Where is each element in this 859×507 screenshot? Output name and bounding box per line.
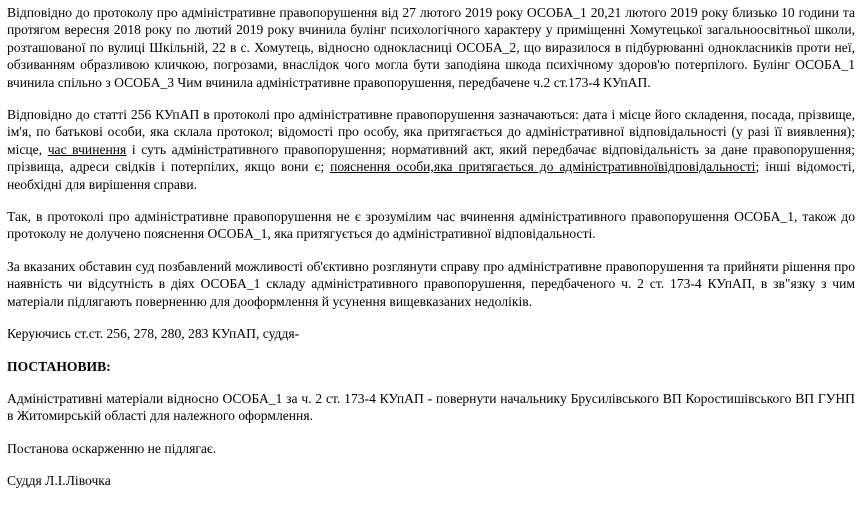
paragraph-court-conclusion: За вказаних обставин суд позбавлений можливості об'єктивно розглянути справу про адміністративне правопорушення та прийняти рішення про наявність чи відсутність в діях ОСОБА_1 складу адміністративного правопорушення, передбаченого ч. 2 ст. 173-4 КУпАП, в зв"язку з чим матеріали підлягають поверненню для дооформлення й усунення вищевказаних недоліків. [7,258,855,309]
judge-signature: Суддя Л.І.Лівочка [7,473,111,489]
paragraph-not-appealable: Постанова оскарженню не підлягає. [7,440,217,456]
guided-by-dash: - [294,326,300,342]
decision-heading: ПОСТАНОВИВ: [7,358,111,374]
underlined-time-of-offense: час вчинення [47,141,127,157]
paragraph-guided-by [7,325,855,342]
document-body [7,4,855,505]
paragraph-protocol-deficiency: Так, в протоколі про адміністративне правопорушення не є зрозумілим час вчинення адміністративного правопорушення ОСОБА_1, також до протоколу не долучено пояснення ОСОБА_1, яка притягується до адміністративної відповідальності. [7,209,855,242]
paragraph-article-256 [7,106,855,193]
paragraph-resolution [7,390,855,425]
underlined-explanation-of-person: пояснення особи,яка притягається до адміністративноївідповідальності [330,159,756,175]
paragraph-protocol-summary: Відповідно до протоколу про адміністративне правопорушення від 27 лютого 2019 року ОСОБА_1 20,21 лютого 2019 року близько 10 години та протягом вересня 2018 року по лютий 2019 року вчинила булінг психологічного характеру у приміщенні Хомутецької загальноосвітньої школи, розташованої по вулиці Шкільній, 22 в с. Хомутець, відносно однокласниці ОСОБА_2, що виразилося в підбурюванні однокласників проти неї, обзиванням образливою кличкою, погрозами, внаслідок чого могла бути заподіяна шкода психічному здоров'ю потерпілого. Булінг ОСОБА_1 вчинила спільно з ОСОБА_3 Чим вчинила адміністративне правопорушення, передбачене ч.2 ст.173-4 КУпАП. [7,5,855,90]
resolution-dash: - [427,390,433,406]
article-256-text-3: ; інші відомості, необхідні для вирішення справи. [7,159,856,192]
resolution-text-1: Адміністративні матеріали відносно ОСОБА_1 за ч. 2 ст. 173-4 КУпАП [7,390,428,406]
article-256-text-2: і суть адміністративного правопорушення; нормативний акт, який передбачає відповідальність за дане правопорушення; прізвища, адреси свідків і потерпілих, якщо вони є; [7,141,855,175]
guided-by-text: Керуючись ст.ст. 256, 278, 280, 283 КУпАП, суддя [7,326,295,342]
article-256-text-1: Відповідно до статті 256 КУпАП в протоколі про адміністративне правопорушення зазначаються: дата і місце його складення, посада, прізвище, ім'я, по батькові особи, яка склала протокол; відомості про особу, яка притягається до адміністративної відповідальності (у разі її виявлення); місце, [7,107,855,157]
resolution-text-2: повернути начальнику Брусилівського ВП Коростишівського ВП ГУНП в Житомирській області для належного оформлення. [7,390,855,424]
